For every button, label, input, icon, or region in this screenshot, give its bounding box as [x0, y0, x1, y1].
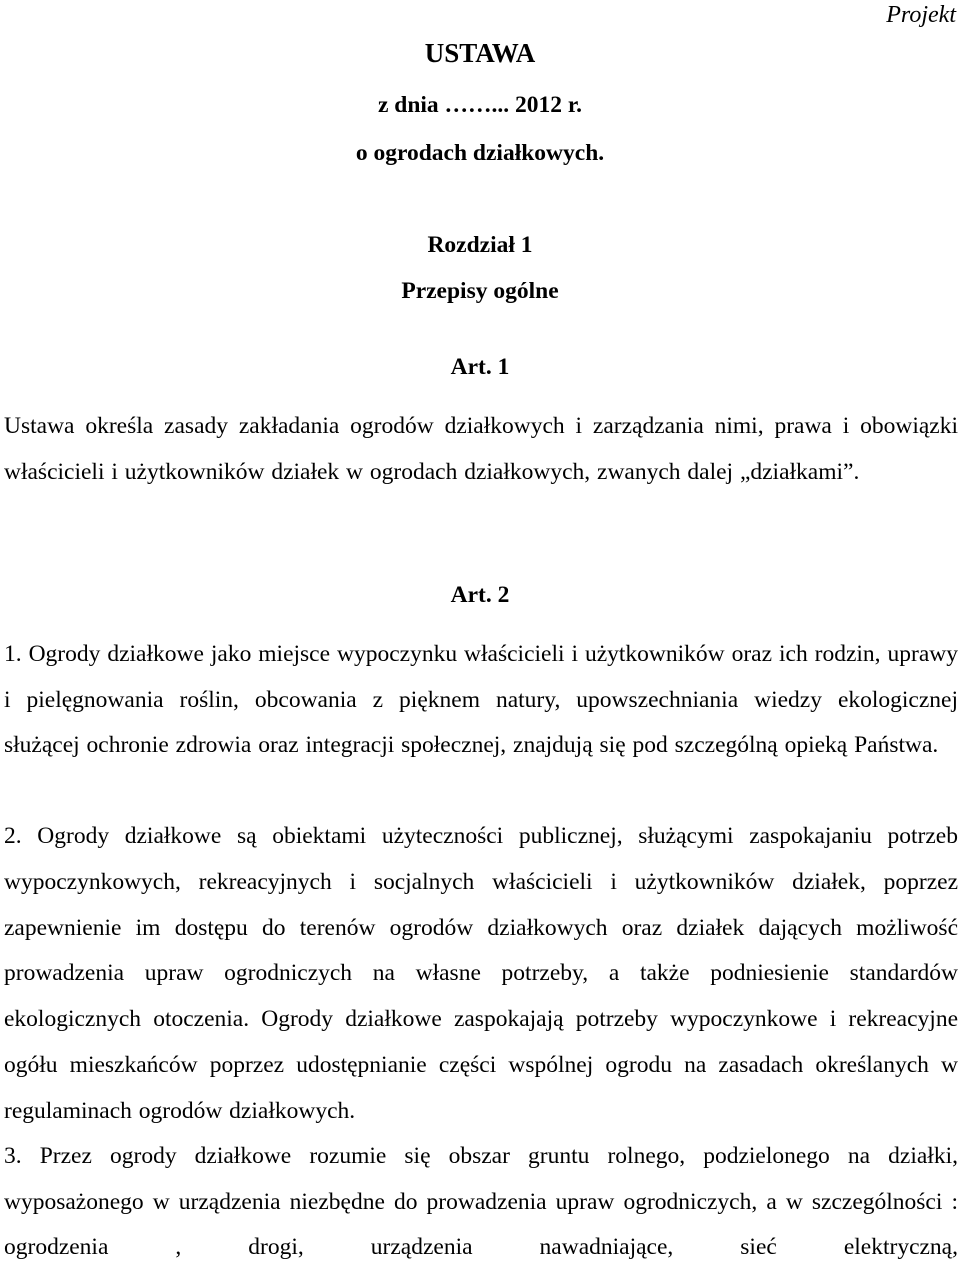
- article-2-heading: Art. 2: [450, 582, 510, 608]
- article-2-paragraph-3-wrap: [4, 1134, 958, 1264]
- article-2-paragraph-2-wrap: [4, 814, 958, 1135]
- article-2-paragraph-1: 1. Ogrody działkowe jako miejsce wypoczynku właścicieli i użytkowników oraz ich rodzin, uprawy i pielęgnowania roślin, obcowania z pięknem natury, upowszechniania wiedzy ekologicznej służącej ochronie zdrowia oraz integracji społecznej, znajdują się pod szczególną opieką Państwa.: [4, 641, 958, 758]
- document-date-line: z dnia ……... 2012 r.: [377, 92, 583, 118]
- document-title: USTAWA: [424, 38, 536, 68]
- article-1-heading: Art. 1: [450, 354, 510, 380]
- article-2-paragraph-1-wrap: [4, 632, 958, 769]
- article-2-paragraph-2: 2. Ogrody działkowe są obiektami użyteczności publicznej, służącymi zaspokajaniu potrzeb wypoczynkowych, rekreacyjnych i socjalnych właścicieli i użytkowników działek, poprzez zapewnienie im dostępu do terenów ogrodów działkowych oraz działek dających możliwość prowadzenia upraw ogrodniczych na własne potrzeby, a także podniesienie standardów ekologicznych otoczenia. Ogrody działkowe zaspokajają potrzeby wypoczynkowe i rekreacyjne ogółu mieszkańców poprzez udostępnianie części wspólnej ogrodu na zasadach określanych w regulaminach ogrodów działkowych.: [4, 823, 958, 1124]
- article-1-text: Ustawa określa zasady zakładania ogrodów działkowych i zarządzania nimi, prawa i obowiązki właścicieli i użytkowników działek w ogrodach działkowych, zwanych dalej „działkami”.: [4, 413, 958, 485]
- draft-status-label: Projekt: [886, 2, 956, 28]
- chapter-name: Przepisy ogólne: [401, 278, 559, 304]
- chapter-number: Rozdział 1: [427, 232, 533, 258]
- document-subject: o ogrodach działkowych.: [355, 140, 605, 166]
- article-1-body: [4, 404, 958, 495]
- article-2-paragraph-3: 3. Przez ogrody działkowe rozumie się obszar gruntu rolnego, podzielonego na działki, wyposażonego w urządzenia niezbędne do prowadzenia upraw ogrodniczych, a w szczególności : ogrodzenia , drogi, urządzenia nawadniające, sieć elektryczną,: [4, 1143, 958, 1260]
